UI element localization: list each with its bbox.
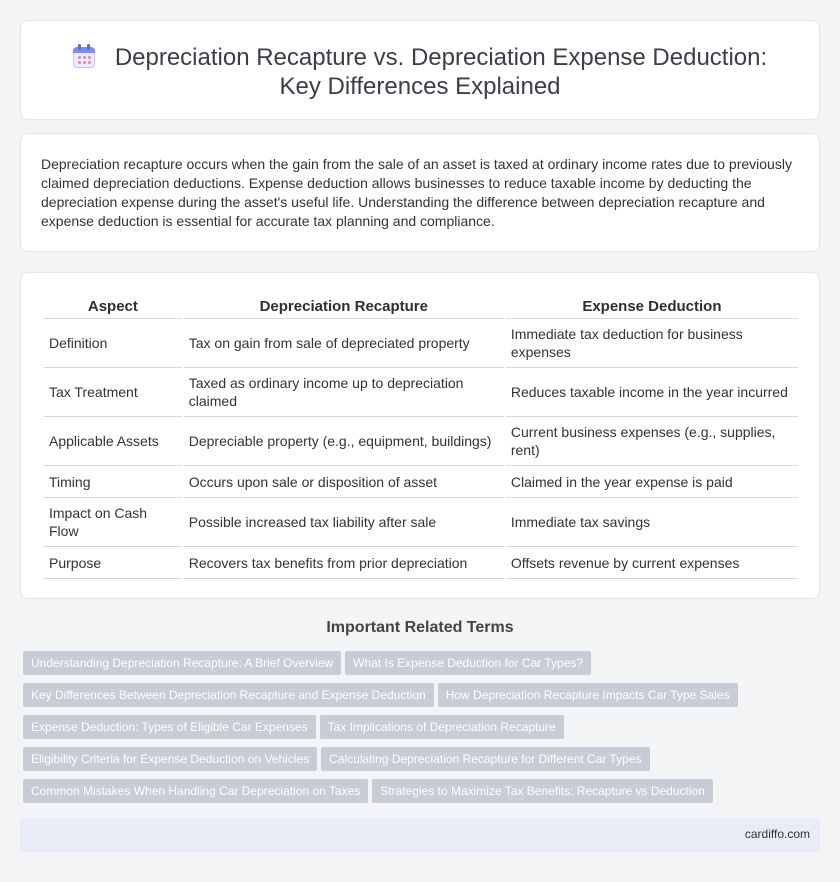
table-cell: Immediate tax savings [506,498,798,547]
table-cell: Impact on Cash Flow [44,498,182,547]
page-title-text: Depreciation Recapture vs. Depreciation Expense Deduction: Key Differences Explained [114,44,768,100]
related-term-link[interactable]: Understanding Depreciation Recapture: A Brief Overview [23,651,341,675]
table-cell: Reduces taxable income in the year incurred [506,368,798,417]
related-terms-list [23,651,823,811]
related-term-link[interactable]: What Is Expense Deduction for Car Types? [345,651,591,675]
table-header-row [44,295,798,319]
related-term-link[interactable]: Strategies to Maximize Tax Benefits: Recapture vs Deduction [372,779,713,803]
tag-row [23,779,823,811]
table-row [44,368,798,417]
column-header-deduction: Expense Deduction [506,295,798,319]
table-cell: Occurs upon sale or disposition of asset [184,466,504,498]
calendar-icon [73,44,95,68]
table-row [44,498,798,547]
table-cell: Depreciable property (e.g., equipment, buildings) [184,417,504,466]
related-term-link[interactable]: Tax Implications of Depreciation Recapture [320,715,564,739]
table-cell: Taxed as ordinary income up to depreciation claimed [184,368,504,417]
column-header-recapture: Depreciation Recapture [184,295,504,319]
table-row [44,417,798,466]
tag-row [23,651,823,683]
table-cell: Offsets revenue by current expenses [506,547,798,579]
header [51,43,789,101]
table-cell: Current business expenses (e.g., supplies, rent) [506,417,798,466]
table-row [44,547,798,579]
table-cell: Tax on gain from sale of depreciated property [184,319,504,368]
related-term-link[interactable]: How Depreciation Recapture Impacts Car Type Sales [438,683,738,707]
related-term-link[interactable]: Calculating Depreciation Recapture for Different Car Types [321,747,649,771]
footer-site-link[interactable]: cardiffo.com [744,827,810,841]
table-cell: Claimed in the year expense is paid [506,466,798,498]
comparison-table [42,295,800,579]
related-term-link[interactable]: Expense Deduction: Types of Eligible Car Expenses [23,715,316,739]
related-term-link[interactable]: Key Differences Between Depreciation Recapture and Expense Deduction [23,683,434,707]
tag-row [23,715,823,747]
related-term-link[interactable]: Common Mistakes When Handling Car Depreciation on Taxes [23,779,368,803]
page-title [51,43,789,101]
tag-row [23,683,823,715]
related-terms-heading: Important Related Terms [326,619,514,636]
table-row [44,466,798,498]
column-header-aspect: Aspect [44,295,182,319]
table-cell: Recovers tax benefits from prior depreciation [184,547,504,579]
tag-row [23,747,823,779]
table-cell: Possible increased tax liability after sale [184,498,504,547]
intro-paragraph: Depreciation recapture occurs when the gain from the sale of an asset is taxed at ordinary income rates due to previously claimed depreciation deductions. Expense deduction allows businesses to reduce taxable income by deducting the depreciation expense during the asset's useful life. Understanding the difference between depreciation recapture and expense deduction is essential for accurate tax planning and compliance. [41,156,792,229]
table-cell: Immediate tax deduction for business expenses [506,319,798,368]
footer [20,818,820,852]
related-term-link[interactable]: Eligibility Criteria for Expense Deduction on Vehicles [23,747,317,771]
table-cell: Applicable Assets [44,417,182,466]
table-cell: Purpose [44,547,182,579]
comparison-table-card [20,272,820,599]
header-card [20,20,820,120]
intro-card [20,133,820,252]
table-row [44,319,798,368]
table-cell: Definition [44,319,182,368]
table-cell: Tax Treatment [44,368,182,417]
table-cell: Timing [44,466,182,498]
